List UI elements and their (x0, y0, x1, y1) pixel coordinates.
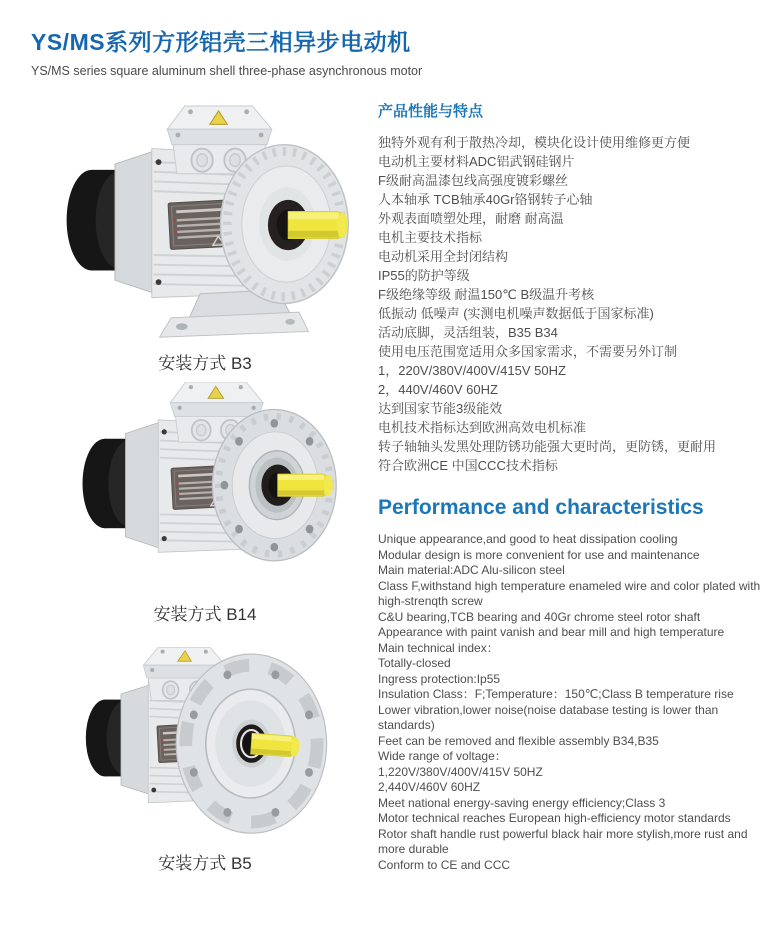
motor-caption-b5: 安装方式 B5 (158, 854, 252, 873)
feature-item-cn: 1，220V/380V/400V/415V 50HZ (378, 363, 566, 378)
feature-item-en: Main material:ADC Alu-silicon steel (378, 563, 565, 577)
features-en-list (378, 532, 766, 873)
motor-caption-b3: 安装方式 B3 (158, 354, 252, 373)
features-cn-list (378, 133, 766, 475)
feature-item-cn: 活动底脚，灵活组装，B35 B34 (378, 325, 558, 340)
feature-item-en: Motor technical reaches European high-efficiency motor standards (378, 811, 731, 825)
feature-item-cn: 电动机主要材料ADC铝武钢硅钢片 (378, 154, 575, 169)
feature-item-cn: 人本轴承 TCB轴承40Gr铬钢转子心轴 (378, 192, 593, 207)
feature-item-en: Conform to CE and CCC (378, 857, 511, 872)
feature-item-cn: 电动机采用全封闭结构 (378, 249, 509, 264)
feature-item-cn: 使用电压范围宽适用众多国家需求，不需要另外订制 (378, 344, 678, 359)
features-cn-heading: 产品性能与特点 (378, 103, 484, 120)
page-header (31, 24, 731, 78)
feature-item-en: Unique appearance,and good to heat dissipation cooling (378, 532, 678, 546)
feature-item-en: Wide range of voltage： (378, 749, 507, 763)
feature-item-en: Ingress protection:Ip55 (378, 671, 501, 686)
feature-item-en: Class F,withstand high temperature enameled wire and color plated with high-strenqth screw (378, 578, 761, 608)
motor-rear-bracket (125, 422, 161, 549)
motor-illustration-b3-icon (55, 104, 355, 346)
feature-item-en: Meet national energy-saving energy efficiency;Class 3 (378, 795, 666, 810)
motor-shaft (251, 733, 300, 757)
feature-item-cn: 独特外观有利于散热冷却，模块化设计使用维修更方便 (378, 135, 691, 150)
feature-item-en: C&U bearing,TCB bearing and 40Gr chrome steel rotor shaft (378, 609, 701, 624)
feature-item-cn: 2，440V/460V 60HZ (378, 382, 498, 397)
motor-figure-b14 (55, 382, 355, 625)
feature-item-en: 1,220V/380V/400V/415V 50HZ (378, 764, 543, 779)
feature-item-en: Insulation Class：F;Temperature：150℃;Class B temperature rise (378, 687, 734, 701)
motor-rear-bracket (121, 684, 151, 794)
feature-item-en: Lower vibration,lower noise(noise database testing is lower than standards) (378, 702, 719, 732)
feature-item-cn: 电机技术指标达到欧洲高效电机标准 (378, 420, 587, 435)
motor-shaft (277, 474, 332, 496)
feature-item-en: Feet can be removed and flexible assembly B34,B35 (378, 733, 659, 748)
page-subtitle: YS/MS series square aluminum shell three-phase asynchronous motor (31, 64, 423, 78)
page-title: YS/MS系列方形铝壳三相异步电动机 (31, 29, 411, 55)
motor-shaft (288, 211, 348, 238)
motor-figure-b5 (55, 646, 355, 874)
feature-item-en: Rotor shaft handle rust powerful black hair more stylish,more rust and more durable (378, 826, 748, 856)
feature-item-cn: IP55的防护等级 (378, 268, 470, 283)
motor-figure-b3 (55, 104, 355, 374)
feature-item-cn: F级绝缘等级 耐温150℃ B级温升考核 (378, 287, 595, 302)
motor-illustration-b5-icon (81, 646, 329, 846)
feature-item-en: Totally-closed (378, 656, 451, 670)
feature-item-cn: F级耐高温漆包线高强度镀彩螺丝 (378, 173, 568, 188)
feature-item-cn: 低振动 低噪声 (实测电机噪声数据低于国家标准) (378, 306, 654, 321)
feature-item-en: Appearance with paint vanish and bear mill and high temperature (378, 625, 725, 639)
feature-item-cn: 转子轴轴头发黑处理防锈功能强大更时尚，更防锈，更耐用 (378, 439, 717, 454)
motor-caption-b14: 安装方式 B14 (153, 605, 257, 624)
feature-item-en: 2,440V/460V 60HZ (378, 780, 481, 794)
feature-item-cn: 电机主要技术指标 (378, 230, 483, 245)
features-column (378, 100, 766, 873)
feature-item-en: Modular design is more convenient for use and maintenance (378, 547, 700, 562)
motor-figure-column (55, 104, 355, 904)
feature-item-cn: 达到国家节能3级能效 (378, 401, 503, 416)
motor-illustration-b14-icon (72, 382, 339, 597)
feature-item-cn: 外观表面喷塑处理，耐磨 耐高温 (378, 211, 564, 226)
feature-item-cn: 符合欧洲CE 中国CCC技术指标 (378, 458, 558, 473)
features-en-heading: Performance and characteristics (378, 496, 704, 519)
motor-rear-bracket (115, 150, 156, 293)
feature-item-en: Main technical index： (378, 640, 499, 655)
